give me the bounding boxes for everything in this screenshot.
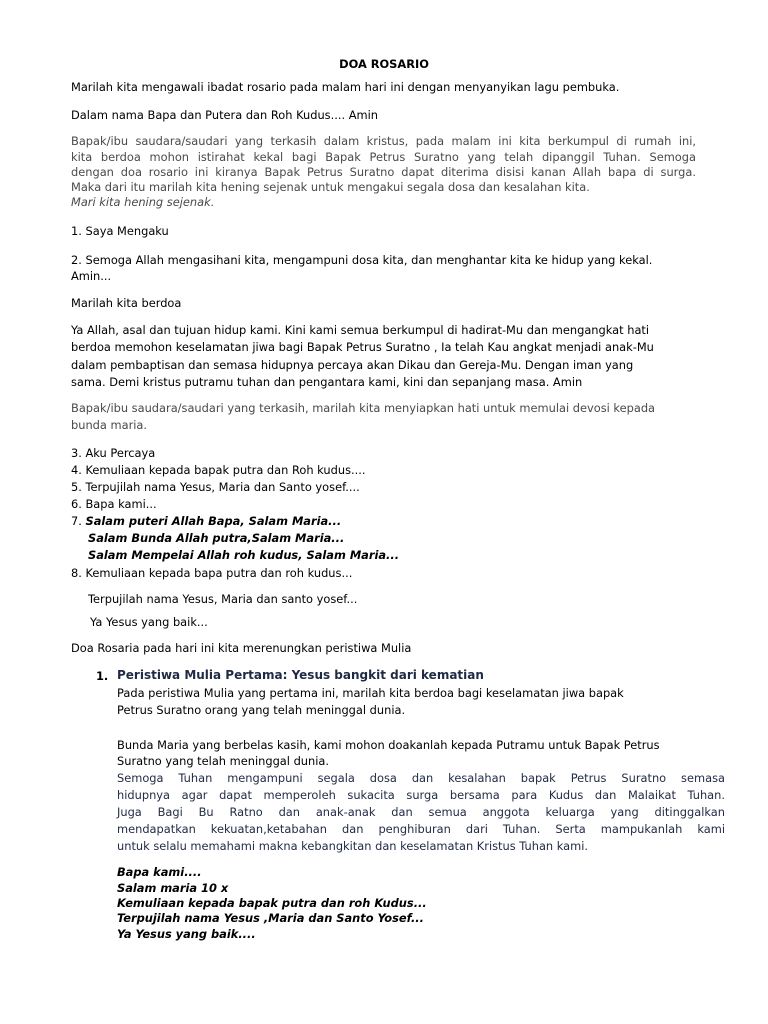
list-item-7 [71, 514, 341, 529]
mystery-p2-line-2: Suratno yang telah meninggal dunia. [117, 754, 330, 768]
absolution-line-1: 2. Semoga Allah mengasihani kita, mengampuni dosa kita, dan menghantar kita ke hidup yang kekal. [71, 253, 653, 267]
list-item-7-line-a: Salam puteri Allah Bapa, Salam Maria... [85, 514, 342, 528]
closing-line-2: Salam maria 10 x [117, 881, 229, 895]
mystery-p2-line-1: Bunda Maria yang berbelas kasih, kami mohon doakanlah kepada Putramu untuk Bapak Petrus [117, 738, 660, 752]
list-item-6: 6. Bapa kami... [71, 497, 157, 511]
closing-line-3: Kemuliaan kepada bapak putra dan roh Kudus... [117, 896, 427, 910]
opening-instruction: Marilah kita mengawali ibadat rosario pada malam hari ini dengan menyanyikan lagu pembuka. [71, 80, 620, 94]
mystery-number: 1. [96, 669, 109, 683]
list-item-3: 3. Aku Percaya [71, 446, 156, 460]
prayer-line-3: dalam pembaptisan dan semasa hidupnya percaya akan Dikau dan Gereja-Mu. Dengan iman yang [71, 358, 634, 372]
intro-line-3: dengan doa rosario ini kiranya Bapak Petrus Suratno dapat diterima disisi kanan Allah bapa di surga. [71, 165, 696, 179]
list-item-7-line-b: Salam Bunda Allah putra,Salam Maria... [88, 531, 345, 545]
list-item-7-number: 7. [71, 514, 86, 528]
mystery-intro: Doa Rosaria pada hari ini kita merenungkan peristiwa Mulia [71, 641, 412, 655]
devotion-line-1: Bapak/ibu saudara/saudari yang terkasih, marilah kita menyiapkan hati untuk memulai devosi kepada [71, 401, 656, 415]
mystery-p3-line-5: untuk selalu memahami makna kebangkitan dan keselamatan Kristus Tuhan kami. [117, 839, 589, 853]
intro-line-1: Bapak/ibu saudara/saudari yang terkasih dalam kristus, pada malam ini kita berkumpul di rumah ini, [71, 134, 696, 148]
confess-item: 1. Saya Mengaku [71, 224, 169, 238]
closing-line-4: Terpujilah nama Yesus ,Maria dan Santo Yosef... [117, 911, 424, 925]
mystery-p1-line-1: Pada peristiwa Mulia yang pertama ini, marilah kita berdoa bagi keselamatan jiwa bapak [117, 686, 624, 700]
mystery-heading: Peristiwa Mulia Pertama: Yesus bangkit dari kematian [117, 668, 484, 682]
mystery-p3-line-1: Semoga Tuhan mengampuni segala dosa dan kesalahan bapak Petrus Suratno semasa [117, 771, 725, 785]
intro-line-4: Maka dari itu marilah kita hening sejenak untuk mengakui segala dosa dan kesalahan kita. [71, 180, 590, 194]
mystery-p3-line-2: hidupnya agar dapat memperoleh sukacita surga bersama para Kudus dan Malaikat Tuhan. [117, 788, 725, 802]
praise-line: Terpujilah nama Yesus, Maria dan santo yosef... [88, 592, 358, 606]
prayer-line-1: Ya Allah, asal dan tujuan hidup kami. Kini kami semua berkumpul di hadirat-Mu dan mengangkat hati [71, 323, 650, 337]
intro-italic: Mari kita hening sejenak. [71, 195, 215, 209]
mystery-p3-line-4: mendapatkan kekuatan,ketabahan dan penghiburan dari Tuhan. Serta mampukanlah kami [117, 822, 725, 836]
mystery-p1-line-2: Petrus Suratno orang yang telah meninggal dunia. [117, 703, 406, 717]
mystery-p3-line-3: Juga Bagi Bu Ratno dan anak-anak dan semua anggota keluarga yang ditinggalkan [117, 805, 725, 819]
list-item-8: 8. Kemuliaan kepada bapa putra dan roh kudus... [71, 566, 353, 580]
fatima-line: Ya Yesus yang baik... [90, 615, 208, 629]
closing-line-5: Ya Yesus yang baik.... [117, 927, 256, 941]
let-us-pray: Marilah kita berdoa [71, 296, 182, 310]
closing-line-1: Bapa kami.... [117, 865, 202, 879]
devotion-line-2: bunda maria. [71, 418, 148, 432]
list-item-4: 4. Kemuliaan kepada bapak putra dan Roh kudus.... [71, 463, 366, 477]
prayer-line-2: berdoa memohon keselamatan jiwa bagi Bapak Petrus Suratno , Ia telah Kau angkat menjadi anak-Mu [71, 340, 654, 354]
list-item-5: 5. Terpujilah nama Yesus, Maria dan Santo yosef.... [71, 480, 360, 494]
document-title: DOA ROSARIO [339, 57, 429, 71]
absolution-line-2: Amin... [71, 269, 112, 283]
prayer-line-4: sama. Demi kristus putramu tuhan dan pengantara kami, kini dan sepanjang masa. Amin [71, 375, 583, 389]
list-item-7-line-c: Salam Mempelai Allah roh kudus, Salam Maria... [88, 548, 400, 562]
sign-of-cross: Dalam nama Bapa dan Putera dan Roh Kudus.... Amin [71, 108, 378, 122]
intro-line-2: kita berdoa mohon istirahat kekal bagi Bapak Petrus Suratno yang telah dipanggil Tuhan. Semoga [71, 150, 696, 164]
